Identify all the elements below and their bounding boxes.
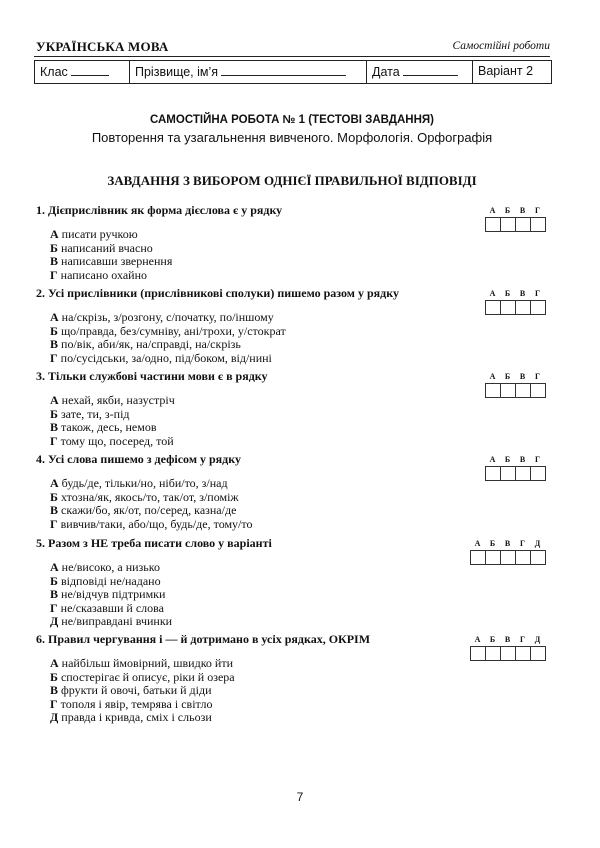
answer-box[interactable] [531,551,545,564]
option-letter: Г [50,350,58,365]
option-letter: А [50,310,59,324]
answer-box[interactable] [486,301,501,314]
page-number: 7 [296,790,304,804]
task-question: 5. Разом з НЕ треба писати слово у варіанті [36,536,272,550]
answer-box[interactable] [531,218,545,231]
page-header [34,38,550,58]
answer-letter: А [489,289,496,298]
answer-box[interactable] [501,218,516,231]
answer-grid [485,372,546,398]
option [50,408,550,422]
option-letter: Д [50,614,59,628]
option-letter: Б [50,406,58,421]
header-rule [34,56,550,57]
date-label: Дата [372,65,400,79]
option-letter: Б [50,669,58,684]
class-blank[interactable] [71,64,109,76]
option [50,477,550,491]
option-letter: А [50,656,59,670]
option [50,338,550,352]
option [50,311,550,325]
option-text: фрукти й овочі, батьки й діди [61,683,212,697]
answer-grid [485,206,546,232]
option [50,394,550,408]
option-text: не/виправдані вчинки [61,614,173,628]
option-text: не/відчув підтримки [61,587,166,601]
task-4 [34,452,550,531]
answer-letter: Г [519,635,526,644]
work-subtitle: Повторення та узагальнення вивченого. Морфологія. Орфографія [91,130,493,145]
answer-grid [470,635,546,661]
option-letter: Б [50,489,58,504]
name-blank[interactable] [221,64,346,76]
answer-box[interactable] [486,384,501,397]
option-text: тому що, посеред, той [60,433,174,448]
answer-box[interactable] [501,467,516,480]
answer-letter: В [504,539,511,548]
answer-letter: Г [534,289,541,298]
answer-letter: А [474,539,481,548]
answer-box[interactable] [531,384,545,397]
answer-letter: Б [489,539,496,548]
option [50,435,550,449]
answer-grid [485,455,546,481]
option-text: скажи/бо, як/от, по/серед, казна/де [61,503,237,517]
option-letter: Д [50,710,59,724]
task-question: 2. Усі прислівники (прислівникові сполуки) пишемо разом у рядку [36,286,399,300]
task-question: 4. Усі слова пишемо з дефісом у рядку [36,452,241,466]
option-text: писати ручкою [61,227,138,241]
answer-grid [485,289,546,315]
option-text: не/високо, а низько [61,560,160,574]
option [50,325,550,339]
option-text: будь/де, тільки/но, ніби/то, з/над [61,476,228,490]
answer-box[interactable] [516,384,531,397]
answer-letter: А [489,372,496,381]
option-letter: А [50,476,59,490]
option-letter: Г [50,696,58,711]
option [50,615,550,629]
option-letter: А [50,227,59,241]
option [50,698,550,712]
answer-letter: Б [504,455,511,464]
answer-letter: А [489,206,496,215]
task-5 [34,536,550,629]
answer-box[interactable] [516,647,531,660]
name-field[interactable] [130,61,367,83]
option-text: зате, ти, з-під [60,406,130,421]
answer-box[interactable] [516,551,531,564]
option [50,575,550,589]
option [50,518,550,532]
option-text: на/скрізь, з/розгону, с/початку, по/іншому [61,310,274,324]
answer-letter: В [519,455,526,464]
work-title: САМОСТІЙНА РОБОТА № 1 (ТЕСТОВІ ЗАВДАННЯ) [149,114,435,126]
work-kind: Самостійні роботи [452,40,550,52]
answer-box[interactable] [516,301,531,314]
option-letter: Г [50,516,58,531]
answer-box[interactable] [531,467,545,480]
subject-title: УКРАЇНСЬКА МОВА [36,39,169,54]
answer-letter: Г [534,372,541,381]
option-text: найбільш ймовірний, швидко йти [61,656,234,670]
option-letter: Б [50,323,58,338]
answer-box[interactable] [486,218,501,231]
option-text: відповіді не/надано [60,573,161,588]
answer-letter: В [519,372,526,381]
answer-grid [470,539,546,565]
task-question: 1. Дієприслівник як форма дієслова є у рядку [36,203,283,217]
option-letter: В [50,683,59,697]
answer-box[interactable] [486,647,501,660]
answer-box[interactable] [516,467,531,480]
option-letter: Г [50,433,58,448]
answer-letter: Б [489,635,496,644]
option-letter: В [50,587,59,601]
section-title: ЗАВДАННЯ З ВИБОРОМ ОДНІЄЇ ПРАВИЛЬНОЇ ВІДПОВІДІ [107,173,477,188]
option-text: не/сказавши й слова [60,600,164,615]
answer-box[interactable] [501,301,516,314]
option-text: хтозна/як, якось/то, так/от, з/поміж [60,489,239,504]
answer-letter: В [519,289,526,298]
date-blank[interactable] [403,64,458,76]
task-3 [34,369,550,448]
option-letter: В [50,420,59,434]
option [50,242,550,256]
task-question: 6. Правил чергування і — й дотримано в усіх рядках, ОКРІМ [36,632,371,646]
answer-box[interactable] [501,551,516,564]
answer-letter: Г [519,539,526,548]
answer-letter: В [504,635,511,644]
option-text: нехай, якби, назустріч [61,393,175,407]
answer-box[interactable] [516,218,531,231]
option [50,421,550,435]
option-letter: А [50,393,59,407]
answer-box[interactable] [486,551,501,564]
answer-letter: Г [534,206,541,215]
class-label: Клас [40,65,68,79]
option [50,711,550,725]
option-letter: В [50,503,59,517]
answer-box[interactable] [531,647,545,660]
name-label: Прізвище, ім’я [135,65,219,79]
option [50,504,550,518]
option-text: також, десь, немов [61,420,157,434]
answer-letter: Д [534,539,541,548]
answer-box[interactable] [471,551,486,564]
option [50,352,550,366]
class-field[interactable] [35,61,130,83]
answer-letter: А [489,455,496,464]
option-text: по/сусідськи, за/одно, під/боком, від/нині [60,350,272,365]
answer-letter: Г [534,455,541,464]
answer-box[interactable] [501,647,516,660]
option-letter: А [50,560,59,574]
option-text: вивчив/таки, або/що, будь/де, тому/то [60,516,253,531]
option [50,491,550,505]
option-text: написаний вчасно [60,240,153,255]
answer-letter: Б [504,289,511,298]
option-text: по/вік, аби/як, на/справді, на/скрізь [61,337,241,351]
answer-box[interactable] [471,647,486,660]
variant-label: Варіант 2 [478,64,534,78]
option-text: тополя і явір, темрява і світло [60,696,213,711]
option-letter: Б [50,573,58,588]
option-text: написано охайно [60,267,148,282]
option [50,588,550,602]
task-1 [34,203,550,282]
option-text: що/правда, без/сумніву, ані/трохи, у/стократ [60,323,286,338]
option-letter: Б [50,240,58,255]
answer-letter: А [474,635,481,644]
option [50,228,550,242]
answer-letter: Б [504,206,511,215]
answer-letter: Д [534,635,541,644]
option-letter: Г [50,267,58,282]
answer-box[interactable] [531,301,545,314]
task-6 [34,632,550,725]
student-info-form [34,60,552,84]
option-text: написавши звернення [61,254,173,268]
option-letter: Г [50,600,58,615]
answer-box[interactable] [501,384,516,397]
answer-letter: Б [504,372,511,381]
option [50,602,550,616]
option-text: правда і кривда, сміх і сльози [61,710,212,724]
option-letter: В [50,254,59,268]
variant-field [473,61,549,83]
option [50,255,550,269]
date-field[interactable] [367,61,473,83]
option-letter: В [50,337,59,351]
answer-letter: В [519,206,526,215]
task-2 [34,286,550,365]
option [50,671,550,685]
option [50,684,550,698]
option-text: спостерігає й описує, ріки й озера [60,669,235,684]
option [50,269,550,283]
answer-box[interactable] [486,467,501,480]
task-question: 3. Тільки службові частини мови є в рядку [36,369,268,383]
